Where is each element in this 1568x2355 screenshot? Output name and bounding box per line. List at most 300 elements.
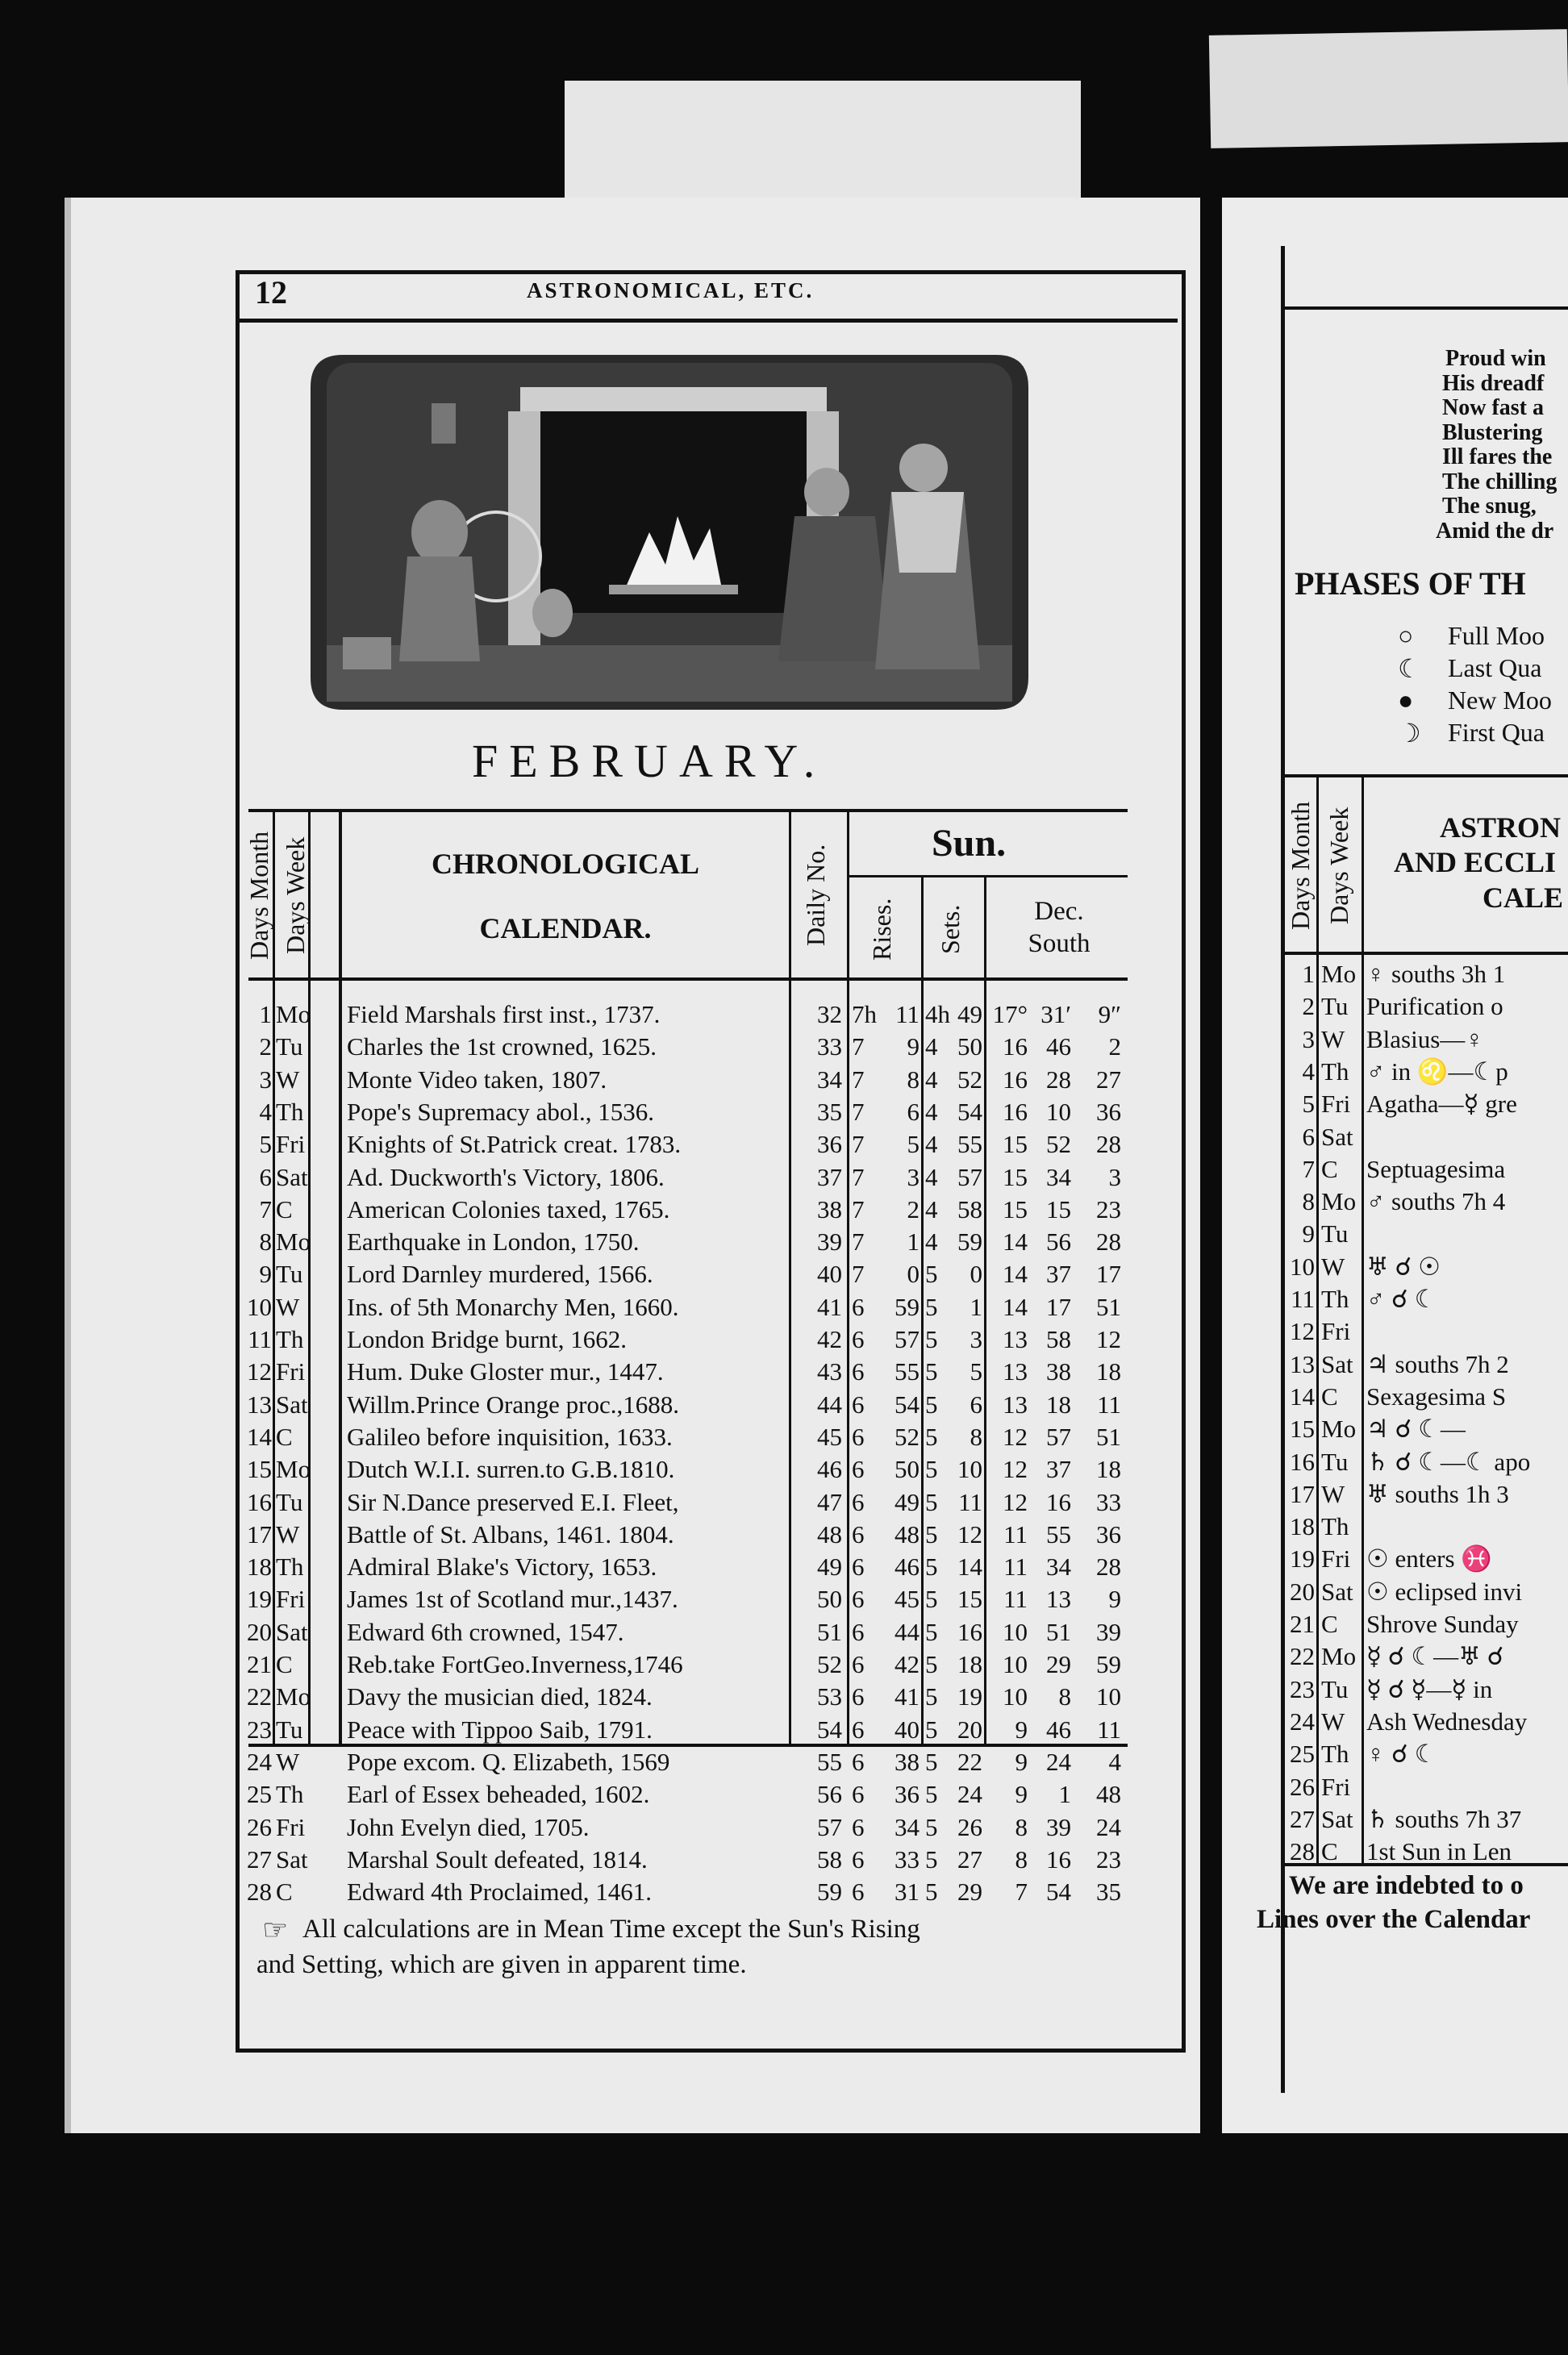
table-row: [0, 1153, 1568, 1186]
sets-hour: 5: [925, 1390, 938, 1419]
dec-degrees: 15: [1003, 1130, 1028, 1159]
dec-minutes: 56: [1046, 1228, 1071, 1257]
table-row: [0, 1218, 1568, 1250]
sets-minute: 0: [970, 1260, 982, 1289]
page-number: 12: [255, 274, 287, 311]
dec-seconds: 51: [1096, 1422, 1121, 1451]
dec-seconds: 9″: [1098, 1000, 1121, 1028]
day-of-month: 23: [1290, 1674, 1315, 1703]
day-of-week: Sat: [1321, 1577, 1353, 1606]
header-daily-no: Daily No.: [801, 844, 830, 947]
daily-number: 35: [817, 1097, 842, 1126]
table-row: [0, 1738, 1568, 1770]
daily-number: 45: [817, 1422, 842, 1451]
rises-hour: 7: [852, 1260, 865, 1289]
moon-phase-label: New Moo: [1448, 686, 1552, 715]
sets-hour: 5: [925, 1422, 938, 1451]
day-of-week: C: [1321, 1154, 1338, 1183]
sets-minute: 14: [957, 1553, 982, 1582]
poem-line: Blustering: [1442, 419, 1543, 445]
background-paper-edge: [1209, 29, 1568, 148]
day-of-month: 27: [1290, 1804, 1315, 1833]
day-of-week: C: [1321, 1610, 1338, 1638]
day-of-month: 24: [1290, 1707, 1315, 1736]
sets-minute: 3: [970, 1325, 982, 1353]
rises-hour: 6: [852, 1357, 865, 1386]
daily-number: 43: [817, 1357, 842, 1386]
table-row: [0, 1088, 1568, 1120]
astro-event-text: ♂ ☌ ☾: [1366, 1285, 1437, 1313]
dec-minutes: 39: [1046, 1812, 1071, 1841]
day-of-month: 25: [247, 1780, 272, 1809]
day-of-week: Th: [276, 1780, 304, 1809]
sets-hour: 5: [925, 1292, 938, 1321]
day-of-week: C: [276, 1650, 293, 1678]
dec-seconds: 28: [1096, 1553, 1121, 1582]
event-text: Reb.take FortGeo.Inverness,1746: [347, 1650, 683, 1678]
poem-line: Now fast a: [1442, 395, 1544, 420]
dec-seconds: 18: [1096, 1357, 1121, 1386]
background-paper: [565, 81, 1081, 210]
day-of-week: Fri: [1321, 1544, 1351, 1573]
daily-number: 46: [817, 1455, 842, 1484]
event-text: Earthquake in London, 1750.: [347, 1228, 640, 1257]
right-header-days-week: Days Week: [1324, 807, 1353, 924]
dec-seconds: 39: [1096, 1617, 1121, 1646]
sets-minute: 15: [957, 1585, 982, 1614]
sets-hour: 5: [925, 1878, 938, 1907]
day-of-month: 15: [247, 1455, 272, 1484]
astro-event-text: ♅ souths 1h 3: [1366, 1479, 1509, 1508]
dec-degrees: 12: [1003, 1487, 1028, 1516]
dec-degrees: 9: [1015, 1780, 1028, 1809]
poem-line: Proud win: [1445, 346, 1546, 371]
rises-minute: 38: [895, 1747, 920, 1776]
header-rises: Rises.: [867, 898, 896, 961]
dec-minutes: 1: [1058, 1780, 1071, 1809]
rises-hour: 6: [852, 1844, 865, 1874]
sets-hour: 5: [925, 1260, 938, 1289]
day-of-month: 2: [1302, 992, 1315, 1021]
event-text: John Evelyn died, 1705.: [347, 1812, 590, 1841]
dec-degrees: 14: [1003, 1260, 1028, 1289]
right-header-cale: CALE: [1483, 882, 1564, 914]
astro-event-text: Purification o: [1366, 992, 1503, 1021]
daily-number: 58: [817, 1844, 842, 1874]
sets-hour: 5: [925, 1487, 938, 1516]
rises-hour: 6: [852, 1812, 865, 1841]
dec-minutes: 18: [1046, 1390, 1071, 1419]
day-of-month: 14: [247, 1422, 272, 1451]
table-row: [0, 1446, 1568, 1478]
dec-minutes: 38: [1046, 1357, 1071, 1386]
dec-degrees: 16: [1003, 1032, 1028, 1061]
table-row: [0, 1836, 1568, 1868]
event-text: Peace with Tippoo Saib, 1791.: [347, 1715, 653, 1744]
sets-minute: 27: [957, 1844, 982, 1874]
dec-seconds: 12: [1096, 1325, 1121, 1353]
dec-degrees: 10: [1003, 1650, 1028, 1678]
day-of-week: C: [1321, 1837, 1338, 1866]
day-of-month: 1: [1302, 960, 1315, 988]
event-text: Edward 4th Proclaimed, 1461.: [347, 1878, 652, 1907]
day-of-month: 5: [1302, 1090, 1315, 1119]
dec-minutes: 37: [1046, 1455, 1071, 1484]
header-sun: Sun.: [932, 822, 1007, 865]
table-row: [0, 1315, 1568, 1348]
sets-hour: 5: [925, 1650, 938, 1678]
rises-hour: 6: [852, 1325, 865, 1353]
day-of-week: C: [276, 1422, 293, 1451]
table-row: [0, 958, 1568, 990]
rises-minute: 46: [895, 1553, 920, 1582]
moon-phase-icon: ☾: [1398, 654, 1421, 683]
day-of-month: 28: [1290, 1837, 1315, 1866]
sets-hour: 4: [925, 1097, 938, 1126]
sets-minute: 58: [957, 1194, 982, 1223]
right-header-eccl: AND ECCLI: [1394, 846, 1557, 878]
day-of-week: Th: [1321, 1057, 1349, 1086]
astro-event-text: ☉ enters ♓: [1366, 1544, 1492, 1573]
sets-hour: 5: [925, 1553, 938, 1582]
day-of-month: 14: [1290, 1382, 1315, 1411]
day-of-month: 12: [1290, 1317, 1315, 1346]
day-of-month: 9: [259, 1260, 272, 1289]
day-of-month: 19: [247, 1585, 272, 1614]
rises-minute: 52: [895, 1422, 920, 1451]
right-footer-line1: We are indebted to o: [1289, 1871, 1524, 1900]
day-of-week: Fri: [276, 1130, 306, 1159]
dec-minutes: 37: [1046, 1260, 1071, 1289]
rises-hour: 6: [852, 1747, 865, 1776]
dec-degrees: 10: [1003, 1682, 1028, 1711]
table-row: [0, 1283, 1568, 1315]
sets-minute: 59: [957, 1228, 982, 1257]
sets-minute: 18: [957, 1650, 982, 1678]
rises-hour: 6: [852, 1455, 865, 1484]
header-south: South: [1028, 929, 1091, 958]
month-title: FEBRUARY.: [472, 735, 827, 787]
day-of-month: 5: [259, 1130, 272, 1159]
dec-seconds: 18: [1096, 1455, 1121, 1484]
day-of-week: Mo: [276, 1455, 311, 1484]
sets-hour: 4: [925, 1228, 938, 1257]
fireside-woodcut-illustration: [311, 355, 1028, 710]
day-of-month: 21: [247, 1650, 272, 1678]
dec-minutes: 46: [1046, 1715, 1071, 1744]
day-of-week: Tu: [276, 1032, 303, 1061]
sets-hour: 4: [925, 1130, 938, 1159]
sets-hour: 5: [925, 1617, 938, 1646]
daily-number: 47: [817, 1487, 842, 1516]
sets-hour: 5: [925, 1844, 938, 1874]
dec-seconds: 59: [1096, 1650, 1121, 1678]
day-of-month: 7: [259, 1194, 272, 1223]
dec-degrees: 16: [1003, 1065, 1028, 1094]
moon-phase-icon: ○: [1398, 621, 1414, 650]
table-row: [0, 1056, 1568, 1088]
rises-minute: 36: [895, 1780, 920, 1809]
rises-minute: 44: [895, 1617, 920, 1646]
event-text: Edward 6th crowned, 1547.: [347, 1617, 624, 1646]
dec-degrees: 12: [1003, 1422, 1028, 1451]
right-table-top-rule: [1282, 774, 1568, 777]
dec-minutes: 16: [1046, 1487, 1071, 1516]
event-text: Ad. Duckworth's Victory, 1806.: [347, 1162, 665, 1191]
day-of-week: Fri: [276, 1585, 306, 1614]
day-of-month: 8: [259, 1228, 272, 1257]
dec-minutes: 52: [1046, 1130, 1071, 1159]
rises-minute: 41: [895, 1682, 920, 1711]
event-text: Pope's Supremacy abol., 1536.: [347, 1097, 654, 1126]
rises-minute: 5: [907, 1130, 920, 1159]
dec-degrees: 11: [1003, 1553, 1028, 1582]
right-head-rule: [1281, 306, 1568, 310]
rises-minute: 0: [907, 1260, 920, 1289]
day-of-month: 12: [247, 1357, 272, 1386]
table-row: [0, 1771, 1568, 1803]
rises-hour: 7: [852, 1228, 865, 1257]
daily-number: 34: [817, 1065, 842, 1094]
rises-hour: 6: [852, 1780, 865, 1809]
poem-line: The chilling: [1442, 469, 1558, 494]
dec-minutes: 17: [1046, 1292, 1071, 1321]
moon-phase-label: Last Qua: [1448, 653, 1542, 682]
rises-minute: 31: [895, 1878, 920, 1907]
day-of-month: 26: [247, 1812, 272, 1841]
table-row: [0, 1121, 1568, 1153]
table-row: [0, 1543, 1568, 1575]
astro-event-text: ♃ ☌ ☾—: [1366, 1415, 1466, 1444]
dec-seconds: 36: [1096, 1519, 1121, 1548]
sets-hour: 4: [925, 1162, 938, 1191]
astro-event-text: Ash Wednesday: [1366, 1707, 1528, 1736]
sets-hour: 5: [925, 1325, 938, 1353]
table-row: [0, 1348, 1568, 1381]
dec-seconds: 24: [1096, 1812, 1121, 1841]
dec-seconds: 4: [1108, 1747, 1121, 1776]
astro-event-text: ☿ ☌ ☿—☿ in: [1366, 1674, 1493, 1703]
footnote-line2: and Setting, which are given in apparent time.: [256, 1950, 747, 1979]
day-of-week: Sat: [1321, 1804, 1353, 1833]
header-sets: Sets.: [936, 904, 965, 955]
astro-event-text: Blasius—♀: [1366, 1024, 1484, 1053]
sets-hour: 5: [925, 1455, 938, 1484]
day-of-month: 26: [1290, 1772, 1315, 1801]
event-text: Knights of St.Patrick creat. 1783.: [347, 1130, 682, 1159]
sets-hour: 4: [925, 1065, 938, 1094]
table-row: [0, 1608, 1568, 1640]
event-text: London Bridge burnt, 1662.: [347, 1325, 627, 1353]
day-of-month: 18: [247, 1553, 272, 1582]
day-of-month: 3: [259, 1065, 272, 1094]
sets-minute: 49: [957, 1000, 982, 1028]
day-of-week: Tu: [1321, 1674, 1349, 1703]
dec-degrees: 11: [1003, 1585, 1028, 1614]
dec-minutes: 55: [1046, 1519, 1071, 1548]
rises-minute: 1: [907, 1228, 920, 1257]
day-of-week: W: [276, 1747, 300, 1776]
sets-hour: 4h: [925, 1000, 950, 1028]
day-of-month: 10: [247, 1292, 272, 1321]
rises-hour: 7: [852, 1032, 865, 1061]
table-row: [0, 1511, 1568, 1543]
astro-event-text: ♂ souths 7h 4: [1366, 1187, 1506, 1216]
day-of-week: Fri: [1321, 1772, 1351, 1801]
sets-minute: 16: [957, 1617, 982, 1646]
rises-hour: 6: [852, 1487, 865, 1516]
rises-minute: 6: [907, 1097, 920, 1126]
day-of-week: Tu: [276, 1260, 303, 1289]
dec-degrees: 12: [1003, 1455, 1028, 1484]
rises-hour: 7: [852, 1065, 865, 1094]
day-of-week: C: [276, 1878, 293, 1907]
daily-number: 54: [817, 1715, 842, 1744]
day-of-month: 4: [259, 1097, 272, 1126]
header-days-week: Days Week: [281, 836, 310, 954]
sets-minute: 8: [970, 1422, 982, 1451]
day-of-month: 17: [1290, 1479, 1315, 1508]
astro-event-text: ♂ in ♌—☾p: [1366, 1057, 1508, 1086]
day-of-week: Mo: [1321, 1187, 1357, 1216]
sets-hour: 5: [925, 1682, 938, 1711]
dec-degrees: 14: [1003, 1292, 1028, 1321]
dec-minutes: 46: [1046, 1032, 1071, 1061]
dec-seconds: 27: [1096, 1065, 1121, 1094]
dec-degrees: 7: [1015, 1878, 1028, 1907]
event-text: Davy the musician died, 1824.: [347, 1682, 653, 1711]
daily-number: 48: [817, 1519, 842, 1548]
sets-minute: 29: [957, 1878, 982, 1907]
day-of-week: Sat: [276, 1617, 308, 1646]
rises-minute: 54: [895, 1390, 920, 1419]
dec-degrees: 13: [1003, 1357, 1028, 1386]
daily-number: 36: [817, 1130, 842, 1159]
dec-degrees: 14: [1003, 1228, 1028, 1257]
sets-minute: 26: [957, 1812, 982, 1841]
dec-minutes: 24: [1046, 1747, 1071, 1776]
dec-degrees: 16: [1003, 1097, 1028, 1126]
astro-event-text: ☉ eclipsed invi: [1366, 1577, 1523, 1606]
dec-degrees: 15: [1003, 1162, 1028, 1191]
dec-seconds: 48: [1096, 1780, 1121, 1809]
day-of-month: 1: [259, 1000, 272, 1028]
dec-degrees: 13: [1003, 1390, 1028, 1419]
right-table-header-rule: [1282, 952, 1568, 955]
dec-seconds: 23: [1096, 1844, 1121, 1874]
rises-minute: 3: [907, 1162, 920, 1191]
sets-minute: 54: [957, 1097, 982, 1126]
rises-hour: 6: [852, 1390, 865, 1419]
event-text: Lord Darnley murdered, 1566.: [347, 1260, 653, 1289]
dec-minutes: 57: [1046, 1422, 1071, 1451]
rises-hour: 6: [852, 1715, 865, 1744]
event-text: Pope excom. Q. Elizabeth, 1569: [347, 1747, 670, 1776]
day-of-month: 16: [247, 1487, 272, 1516]
day-of-week: W: [276, 1292, 300, 1321]
day-of-week: Th: [276, 1553, 304, 1582]
dec-minutes: 10: [1046, 1097, 1071, 1126]
day-of-week: Sat: [1321, 1349, 1353, 1378]
day-of-week: Fri: [276, 1357, 306, 1386]
day-of-week: Tu: [1321, 1447, 1349, 1476]
table-row: [0, 1706, 1568, 1738]
day-of-month: 6: [259, 1162, 272, 1191]
dec-seconds: 11: [1097, 1715, 1121, 1744]
sets-minute: 19: [957, 1682, 982, 1711]
day-of-month: 20: [247, 1617, 272, 1646]
daily-number: 37: [817, 1162, 842, 1191]
dec-seconds: 11: [1097, 1390, 1121, 1419]
rises-minute: 34: [895, 1812, 920, 1841]
day-of-week: Tu: [276, 1715, 303, 1744]
dec-degrees: 17°: [992, 1000, 1028, 1028]
dec-minutes: 34: [1046, 1553, 1071, 1582]
rises-minute: 33: [895, 1844, 920, 1874]
day-of-month: 6: [1302, 1122, 1315, 1151]
sets-hour: 5: [925, 1585, 938, 1614]
rises-hour: 6: [852, 1519, 865, 1548]
day-of-week: Fri: [1321, 1090, 1351, 1119]
dec-minutes: 28: [1046, 1065, 1071, 1094]
daily-number: 56: [817, 1780, 842, 1809]
daily-number: 41: [817, 1292, 842, 1321]
sets-hour: 4: [925, 1194, 938, 1223]
table-row: [0, 1576, 1568, 1608]
event-text: Field Marshals first inst., 1737.: [347, 1000, 661, 1028]
dec-degrees: 8: [1015, 1844, 1028, 1874]
day-of-week: Sat: [276, 1162, 308, 1191]
dec-minutes: 31′: [1040, 1000, 1071, 1028]
sets-minute: 50: [957, 1032, 982, 1061]
rises-hour: 7: [852, 1130, 865, 1159]
dec-seconds: 3: [1108, 1162, 1121, 1191]
dec-minutes: 34: [1046, 1162, 1071, 1191]
event-text: Earl of Essex beheaded, 1602.: [347, 1780, 650, 1809]
moon-phase-icon: ●: [1398, 686, 1414, 715]
day-of-month: 24: [247, 1747, 272, 1776]
sets-minute: 12: [957, 1519, 982, 1548]
day-of-week: W: [1321, 1024, 1345, 1053]
day-of-week: Th: [276, 1097, 304, 1126]
dec-minutes: 29: [1046, 1650, 1071, 1678]
day-of-week: Th: [1321, 1740, 1349, 1769]
dec-seconds: 2: [1108, 1032, 1121, 1061]
rises-minute: 57: [895, 1325, 920, 1353]
rises-hour: 6: [852, 1682, 865, 1711]
rises-minute: 50: [895, 1455, 920, 1484]
day-of-week: Tu: [276, 1487, 303, 1516]
event-text: Hum. Duke Gloster mur., 1447.: [347, 1357, 664, 1386]
dec-minutes: 8: [1058, 1682, 1071, 1711]
day-of-month: 17: [247, 1519, 272, 1548]
astro-event-text: Shrove Sunday: [1366, 1610, 1519, 1638]
right-footer-line2: Lines over the Calendar: [1257, 1905, 1531, 1934]
poem-line: The snug,: [1442, 494, 1537, 519]
sets-hour: 5: [925, 1780, 938, 1809]
rises-minute: 2: [907, 1194, 920, 1223]
day-of-month: 22: [247, 1682, 272, 1711]
sun-rule: [849, 875, 1128, 877]
dec-seconds: 9: [1108, 1585, 1121, 1614]
daily-number: 57: [817, 1812, 842, 1841]
event-text: Battle of St. Albans, 1461. 1804.: [347, 1519, 674, 1548]
day-of-month: 9: [1302, 1219, 1315, 1248]
day-of-week: Sat: [276, 1844, 308, 1874]
daily-number: 33: [817, 1032, 842, 1061]
dec-seconds: 36: [1096, 1097, 1121, 1126]
sets-hour: 5: [925, 1357, 938, 1386]
